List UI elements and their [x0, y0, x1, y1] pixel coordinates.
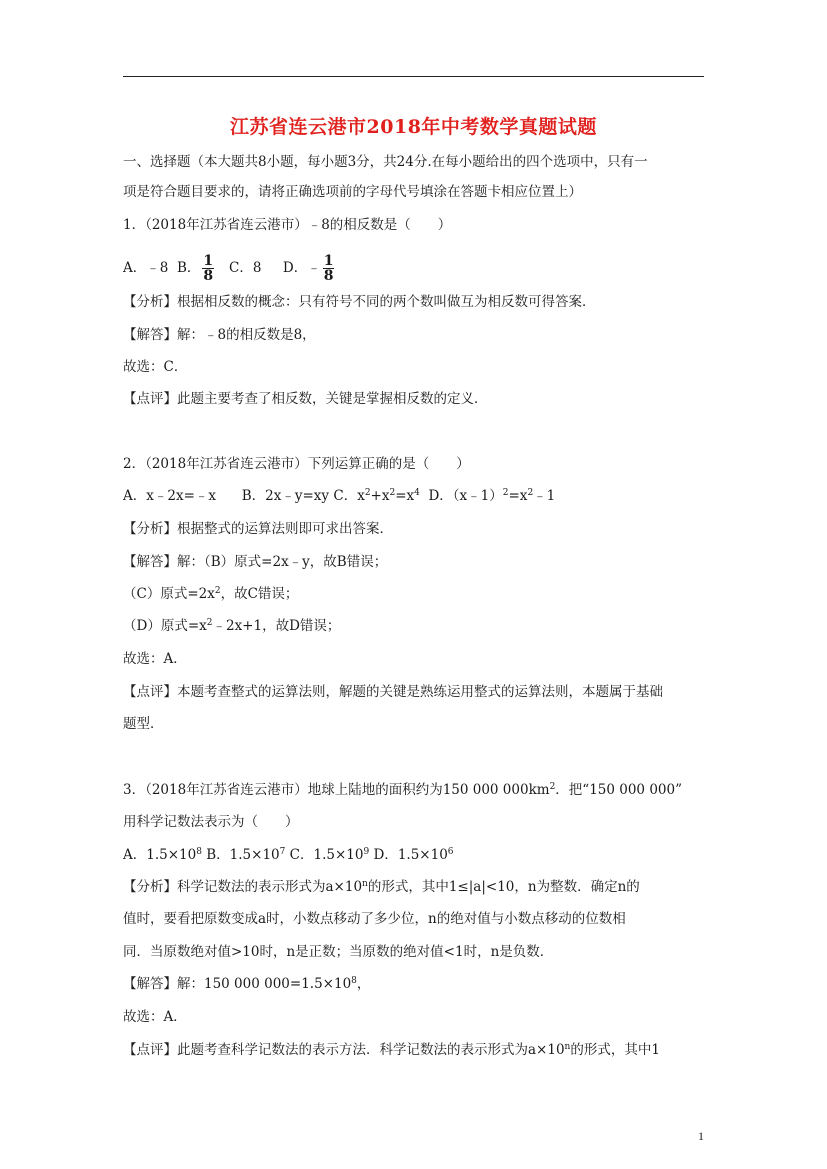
q3-comment: 【点评】此题考查科学记数法的表示方法．科学记数法的表示形式为$a\times 10^n$的形式，其中1 — [123, 1042, 660, 1058]
q3-stem-line-1: 3．（2018年江苏省连云港市）地球上陆地的面积约为150 000 $000km^2$．把“150 000 000” — [123, 782, 682, 798]
q2-option-b: B．2x﹣y=xy — [241, 488, 330, 504]
q3-options — [123, 846, 454, 864]
header-rule — [123, 76, 704, 77]
q1-option-d-fraction — [323, 254, 335, 283]
q2-answer-c: （C）原式$=2x^2$，故C错误； — [123, 586, 299, 602]
q3-stem-line-2: 用科学记数法表示为（ ） — [123, 814, 299, 830]
q2-option-c: C．$x^2+x^2=x^4$ — [333, 488, 420, 504]
q3-option-c: C．$1.5\times 10^9$ — [289, 847, 370, 863]
q2-answer-d: （D）原式$=x^2﹣2x+1$，故D错误； — [123, 618, 341, 634]
q3-choose: 故选：A． — [123, 1009, 187, 1025]
q3-analysis-line-3: 同．当原数绝对值>10时，n是正数；当原数的绝对值<1时，n是负数． — [123, 944, 554, 960]
section-intro-line-1: 一、选择题（本大题共8小题，每小题3分，共24分.在每小题给出的四个选项中，只有一 — [123, 154, 648, 170]
q1-options — [123, 250, 336, 286]
q1-option-a: A．﹣8 — [123, 260, 169, 276]
q1-option-c: C．8 — [228, 260, 262, 276]
q1-analysis: 【分析】根据相反数的概念：只有符号不同的两个数叫做互为相反数可得答案． — [123, 294, 596, 310]
q3-answer: 【解答】解：150 000 $000=1.5\times 10^8$， — [123, 976, 371, 992]
q2-comment-line-1: 【点评】本题考查整式的运算法则，解题的关键是熟练运用整式的运算法则，本题属于基础 — [123, 684, 663, 700]
fraction-denominator: 8 — [203, 268, 214, 284]
q3-analysis-line-2: 值时，要看把原数变成a时，小数点移动了多少位，n的绝对值与小数点移动的位数相 — [123, 911, 626, 927]
section-intro-line-2: 项是符合题目要求的，请将正确选项前的字母代号填涂在答题卡相应位置上） — [123, 184, 582, 200]
q1-option-d-label: D．﹣ — [282, 260, 321, 276]
q2-stem: 2．（2018年江苏省连云港市）下列运算正确的是（ ） — [123, 456, 470, 472]
page-title: 江苏省连云港市2018年中考数学真题试题 — [230, 116, 597, 138]
q1-stem: 1．（2018年江苏省连云港市）﹣8的相反数是（ ） — [123, 217, 452, 233]
q1-option-b-label: B． — [176, 260, 201, 276]
q2-answer: 【解答】解：（B）原式=2x﹣y，故B错误； — [123, 554, 388, 570]
q1-answer: 【解答】解：﹣8的相反数是8， — [123, 327, 316, 343]
q2-options — [123, 487, 555, 505]
fraction-numerator: 1 — [323, 253, 334, 269]
q1-option-b-fraction — [202, 254, 214, 283]
q2-option-d: D．$(x﹣1)^2=x^2﹣1$ — [428, 488, 556, 504]
q2-choose: 故选：A． — [123, 651, 187, 667]
q3-option-d: D．$1.5\times 10^6$ — [373, 847, 454, 863]
fraction-denominator: 8 — [323, 268, 334, 284]
q2-comment-line-2: 题型． — [123, 716, 164, 732]
q3-option-b: B．$1.5\times 10^7$ — [206, 847, 286, 863]
q2-analysis: 【分析】根据整式的运算法则即可求出答案． — [123, 521, 393, 537]
page-number: 1 — [698, 1129, 704, 1143]
q1-comment: 【点评】此题主要考查了相反数，关键是掌握相反数的定义． — [123, 391, 488, 407]
q3-analysis-line-1: 【分析】科学记数法的表示形式为$a\times 10^n$的形式，其中1≤|a|<10，n为整数．确定n的 — [123, 879, 640, 895]
q1-choose: 故选：C． — [123, 359, 188, 375]
fraction-numerator: 1 — [203, 253, 214, 269]
q2-option-a: A．x﹣2x=﹣x — [123, 488, 216, 504]
q3-option-a: A．$1.5\times 10^8$ — [123, 847, 202, 863]
